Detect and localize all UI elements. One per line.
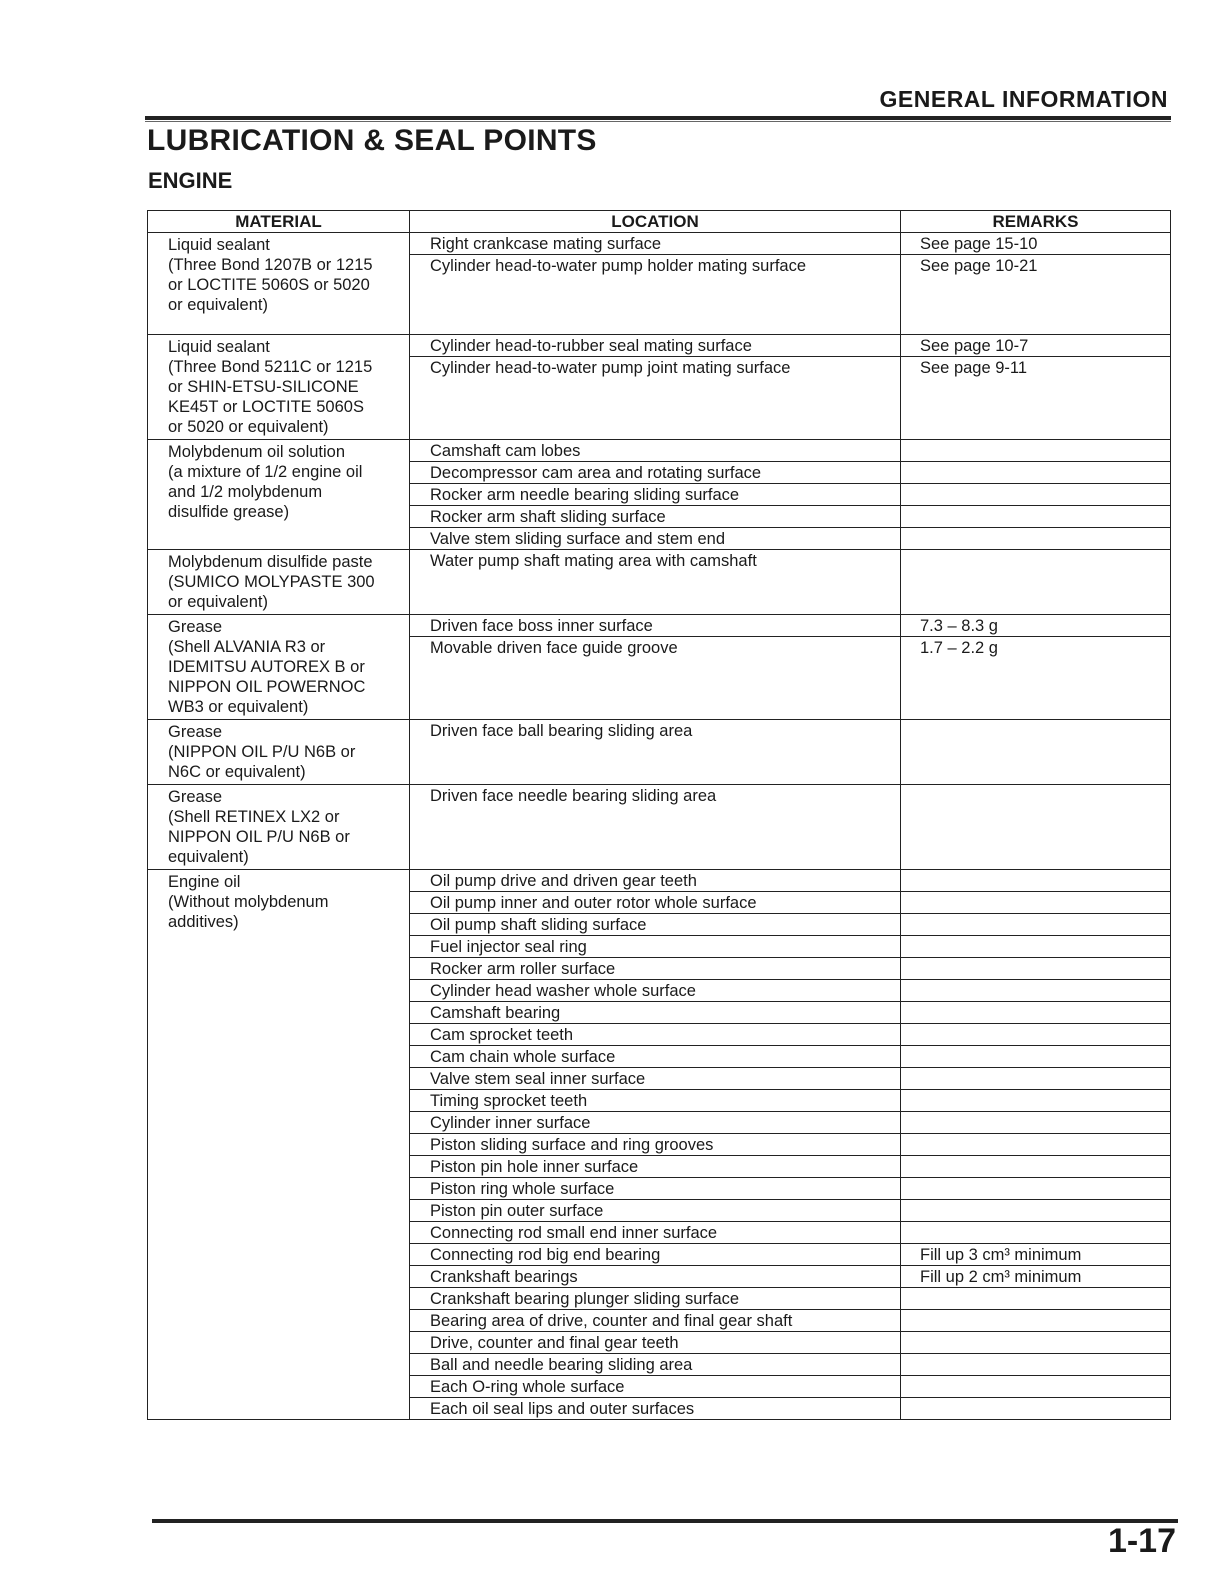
remark-item: Fill up 3 cm³ minimum — [901, 1244, 1170, 1266]
remark-item — [901, 550, 1170, 571]
column-header-remarks: REMARKS — [901, 211, 1171, 233]
location-item: Driven face needle bearing sliding area — [430, 787, 717, 805]
remark-item — [901, 1046, 1170, 1068]
table-row — [148, 233, 1171, 335]
location-item: Oil pump shaft sliding surface — [410, 914, 900, 936]
location-item: Cam chain whole surface — [410, 1046, 900, 1068]
remark-item — [901, 785, 1170, 806]
location-item: Rocker arm shaft sliding surface — [410, 506, 900, 528]
remarks-cell — [901, 720, 1171, 785]
location-item: Cam sprocket teeth — [410, 1024, 900, 1046]
remark-item — [901, 484, 1170, 506]
material-text: Engine oil (Without molybdenum additives) — [168, 873, 329, 931]
remark-item — [901, 1376, 1170, 1398]
material-text: Grease (NIPPON OIL P/U N6B or N6C or equivalent) — [168, 723, 356, 781]
remark-item — [901, 506, 1170, 528]
remarks-cell — [901, 615, 1171, 720]
location-item: Cylinder inner surface — [410, 1112, 900, 1134]
location-item: Oil pump drive and driven gear teeth — [410, 870, 900, 892]
location-item: Oil pump inner and outer rotor whole surface — [410, 892, 900, 914]
location-item: Crankshaft bearings — [410, 1266, 900, 1288]
material-cell — [148, 870, 410, 1420]
location-item: Camshaft bearing — [410, 1002, 900, 1024]
remarks-cell — [901, 233, 1171, 335]
remark-item — [901, 1354, 1170, 1376]
remarks-cell — [901, 440, 1171, 550]
location-item: Cylinder head-to-rubber seal mating surface — [410, 335, 900, 357]
remark-item — [901, 462, 1170, 484]
remarks-cell — [901, 550, 1171, 615]
remark-item: 1.7 – 2.2 g — [920, 639, 998, 657]
material-text: Grease (Shell ALVANIA R3 or IDEMITSU AUTOREX B or NIPPON OIL POWERNOC WB3 or equivalent) — [168, 618, 366, 716]
location-item: Camshaft cam lobes — [410, 440, 900, 462]
remark-item — [901, 870, 1170, 892]
remark-item — [901, 440, 1170, 462]
location-cell — [410, 870, 901, 1420]
remark-item — [901, 1200, 1170, 1222]
table-row — [148, 615, 1171, 720]
remark-item — [901, 1112, 1170, 1134]
material-cell — [148, 440, 410, 550]
remarks-cell — [901, 870, 1171, 1420]
remark-item — [901, 1090, 1170, 1112]
material-text: Liquid sealant (Three Bond 5211C or 1215 or SHIN-ETSU-SILICONE KE45T or LOCTITE 5060S or 5020 or equivalent) — [168, 338, 373, 436]
remarks-cell — [901, 785, 1171, 870]
remarks-cell — [901, 335, 1171, 440]
location-item: Cylinder head washer whole surface — [410, 980, 900, 1002]
page-number: 1-17 — [1107, 1522, 1176, 1560]
remark-item — [901, 528, 1170, 549]
header-rule-thin — [145, 121, 1171, 122]
remark-item — [901, 980, 1170, 1002]
remark-item — [901, 892, 1170, 914]
location-item: Valve stem sliding surface and stem end — [430, 530, 726, 548]
material-text: Molybdenum oil solution (a mixture of 1/2 engine oil and 1/2 molybdenum disulfide grease) — [168, 443, 363, 521]
location-item: Cylinder head-to-water pump holder mating surface — [430, 257, 807, 275]
remark-item — [901, 958, 1170, 980]
table-row — [148, 335, 1171, 440]
section-label: GENERAL INFORMATION — [879, 86, 1168, 112]
location-item: Cylinder head-to-water pump joint mating surface — [430, 359, 791, 377]
material-cell — [148, 615, 410, 720]
location-item: Crankshaft bearing plunger sliding surface — [410, 1288, 900, 1310]
location-cell — [410, 233, 901, 335]
remark-item — [901, 914, 1170, 936]
material-cell — [148, 335, 410, 440]
remark-item: See page 10-21 — [920, 257, 1038, 275]
page-title: LUBRICATION & SEAL POINTS — [147, 124, 597, 157]
column-header-location: LOCATION — [410, 211, 901, 233]
location-item: Each O-ring whole surface — [410, 1376, 900, 1398]
location-item: Ball and needle bearing sliding area — [410, 1354, 900, 1376]
footer-rule — [152, 1519, 1178, 1523]
remark-item: See page 9-11 — [920, 359, 1028, 377]
material-cell — [148, 720, 410, 785]
location-item: Piston sliding surface and ring grooves — [410, 1134, 900, 1156]
remark-item — [901, 1134, 1170, 1156]
remark-item: 7.3 – 8.3 g — [901, 615, 1170, 637]
location-cell — [410, 785, 901, 870]
column-header-material: MATERIAL — [148, 211, 410, 233]
material-cell — [148, 550, 410, 615]
remark-item: See page 15-10 — [901, 233, 1170, 255]
location-item: Water pump shaft mating area with camshaft — [430, 552, 757, 570]
section-subtitle: ENGINE — [148, 168, 233, 193]
material-cell — [148, 785, 410, 870]
remark-item — [901, 1068, 1170, 1090]
remark-item — [901, 1288, 1170, 1310]
location-item: Connecting rod big end bearing — [410, 1244, 900, 1266]
remark-item: See page 10-7 — [901, 335, 1170, 357]
remark-item — [901, 1398, 1170, 1419]
table-header-row — [148, 211, 1171, 233]
location-item: Movable driven face guide groove — [430, 639, 678, 657]
location-cell — [410, 615, 901, 720]
table-row — [148, 785, 1171, 870]
material-text: Molybdenum disulfide paste (SUMICO MOLYPASTE 300 or equivalent) — [168, 553, 375, 611]
location-item: Rocker arm needle bearing sliding surface — [410, 484, 900, 506]
remark-item — [901, 1332, 1170, 1354]
location-cell — [410, 550, 901, 615]
material-text: Grease (Shell RETINEX LX2 or NIPPON OIL P/U N6B or equivalent) — [168, 788, 350, 866]
location-item: Connecting rod small end inner surface — [410, 1222, 900, 1244]
remark-item — [901, 1178, 1170, 1200]
location-item: Piston ring whole surface — [410, 1178, 900, 1200]
remark-item — [901, 720, 1170, 741]
remark-item — [901, 1002, 1170, 1024]
location-item: Piston pin outer surface — [410, 1200, 900, 1222]
header-rule — [145, 116, 1171, 120]
remark-item — [901, 1222, 1170, 1244]
remark-item: Fill up 2 cm³ minimum — [901, 1266, 1170, 1288]
location-item: Drive, counter and final gear teeth — [410, 1332, 900, 1354]
location-item: Piston pin hole inner surface — [410, 1156, 900, 1178]
location-item: Bearing area of drive, counter and final gear shaft — [410, 1310, 900, 1332]
location-item: Fuel injector seal ring — [410, 936, 900, 958]
location-item: Rocker arm roller surface — [410, 958, 900, 980]
table-row — [148, 720, 1171, 785]
remark-item — [901, 1310, 1170, 1332]
location-item: Driven face boss inner surface — [410, 615, 900, 637]
remark-item — [901, 936, 1170, 958]
location-cell — [410, 335, 901, 440]
table-row — [148, 550, 1171, 615]
table-row — [148, 440, 1171, 550]
location-item: Valve stem seal inner surface — [410, 1068, 900, 1090]
material-cell — [148, 233, 410, 335]
location-item: Each oil seal lips and outer surfaces — [430, 1400, 695, 1418]
remark-item — [901, 1024, 1170, 1046]
material-text: Liquid sealant (Three Bond 1207B or 1215 or LOCTITE 5060S or 5020 or equivalent) — [168, 236, 373, 314]
location-item: Timing sprocket teeth — [410, 1090, 900, 1112]
table-row — [148, 870, 1171, 1420]
remark-item — [901, 1156, 1170, 1178]
lubrication-table — [147, 210, 1171, 1420]
location-item: Right crankcase mating surface — [410, 233, 900, 255]
table-body — [148, 233, 1171, 1420]
location-cell — [410, 720, 901, 785]
location-item: Decompressor cam area and rotating surface — [410, 462, 900, 484]
location-cell — [410, 440, 901, 550]
location-item: Driven face ball bearing sliding area — [430, 722, 693, 740]
